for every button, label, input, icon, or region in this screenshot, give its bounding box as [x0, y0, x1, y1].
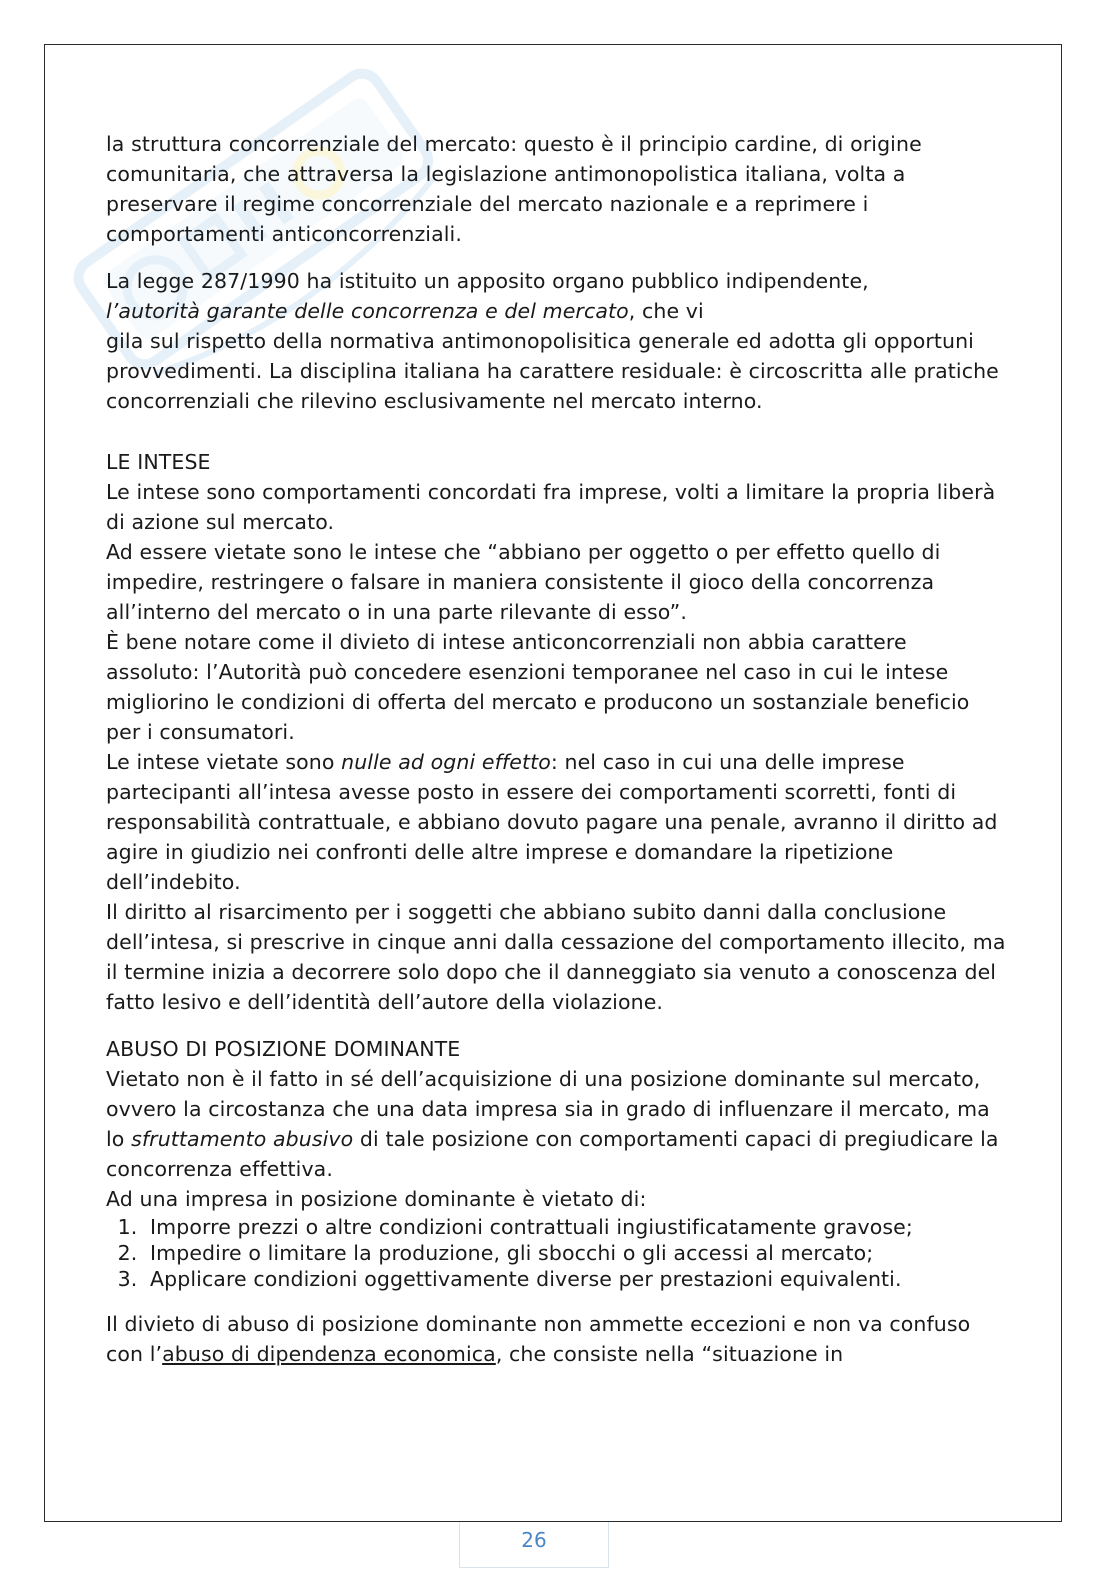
text-span: Vietato non è il fatto in sé dell’acquisizione di una posizione dominante sul mercato, ovvero la circostanza che una data impresa sia in grado di influenzare il mercato, ma lo [106, 1067, 990, 1151]
page-number: 26 [459, 1522, 609, 1568]
text-span: , che vi [628, 299, 704, 323]
text-span: di tale posizione con comportamenti capaci di pregiudicare la concorrenza effettiva. [106, 1127, 999, 1181]
paragraph-abuso-dipendenza [106, 1309, 1006, 1369]
paragraph-intro: la struttura concorrenziale del mercato: questo è il principio cardine, di origine comunitaria, che attraversa la legislazione antimonopolistica italiana, volta a preservare il regime concorrenziale del mercato nazionale e a reprimere i comportamenti anticoncorrenziali. [106, 132, 922, 246]
paragraph-intese-risarcimento: Il diritto al risarcimento per i soggetti che abbiano subito danni dalla conclusione dell’intesa, si prescrive in cinque anni dalla cessazione del comportamento illecito, ma il termine inizia a decorrere solo dopo che il danneggiato sia venuto a conoscenza del fatto lesivo e dell’identità dell’autore della violazione. [106, 900, 1006, 1014]
list-item: 2. Impedire o limitare la produzione, gli sbocchi o gli accessi al mercato; [144, 1240, 1006, 1266]
paragraph-legge [106, 266, 1006, 416]
document-body [106, 129, 1006, 1369]
text-span: Le intese vietate sono [106, 750, 342, 774]
paragraph-intese-esenzioni: È bene notare come il divieto di intese anticoncorrenziali non abbia carattere assoluto: l’Autorità può concedere esenzioni temporanee nel caso in cui le intese migliorino le condizioni di offerta del mercato e producono un sostanziale beneficio per i consumatori. [106, 630, 970, 744]
section-heading-abuso: ABUSO DI POSIZIONE DOMINANTE [106, 1037, 461, 1061]
paragraph-intese-vietate: Ad essere vietate sono le intese che “abbiano per oggetto o per effetto quello di impedire, restringere o falsare in maniera consistente il gioco della concorrenza all’interno del mercato o in una parte rilevante di esso”. [106, 540, 941, 624]
text-span: gila sul rispetto della normativa antimonopolisitica generale ed adotta gli opportuni provvedimenti. La disciplina italiana ha carattere residuale: è circoscritta alle pratiche concorrenziali che rilevino esclusivamente nel mercato interno. [106, 329, 999, 413]
paragraph-intese-nulle [106, 747, 1006, 897]
link-abuso-dipendenza[interactable]: abuso di dipendenza economica [162, 1342, 496, 1366]
text-span: , che consiste nella “situazione in [495, 1342, 844, 1366]
paragraph-abuso-vietato: Ad una impresa in posizione dominante è vietato di: [106, 1187, 647, 1211]
list-item: 1. Imporre prezzi o altre condizioni contrattuali ingiustificatamente gravose; [144, 1214, 1006, 1240]
paragraph-intese-definition: Le intese sono comportamenti concordati fra imprese, volti a limitare la propria liberà di azione sul mercato. [106, 480, 996, 534]
italic-sfruttamento: sfruttamento abusivo [131, 1127, 354, 1151]
section-heading-intese: LE INTESE [106, 450, 211, 474]
text-span: La legge 287/1990 ha istituito un apposito organo pubblico indipendente, [106, 269, 869, 293]
paragraph-abuso-definition [106, 1064, 1006, 1184]
list-item: 3. Applicare condizioni oggettivamente diverse per prestazioni equivalenti. [144, 1266, 1006, 1292]
text-span: Il divieto di abuso di posizione dominante non ammette eccezioni e non va confuso con l’ [106, 1312, 971, 1366]
prohibited-practices-list [106, 1214, 1006, 1292]
italic-nulle: nulle ad ogni effetto [341, 750, 551, 774]
italic-authority: l’autorità garante delle concorrenza e del mercato [106, 299, 629, 323]
text-span: : nel caso in cui una delle imprese partecipanti all’intesa avesse posto in essere dei comportamenti scorretti, fonti di responsabilità contrattuale, e abbiano dovuto pagare una penale, avranno il diritto ad agire in giudizio nei confronti delle altre imprese e domandare la ripetizione dell’indebito. [106, 750, 998, 894]
